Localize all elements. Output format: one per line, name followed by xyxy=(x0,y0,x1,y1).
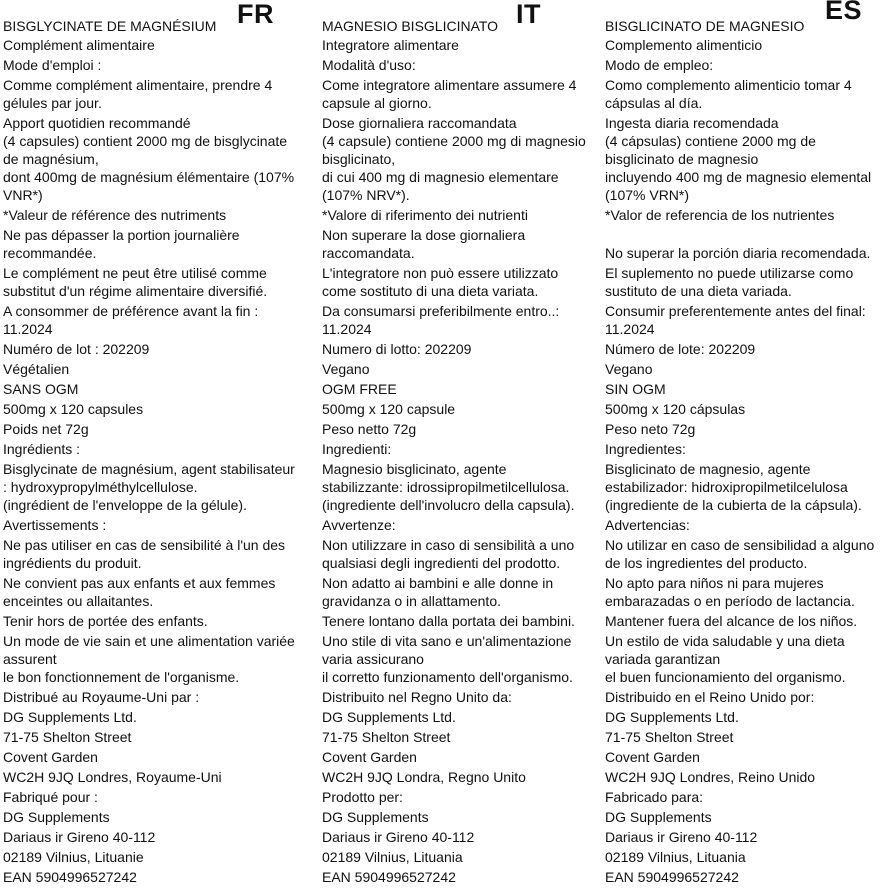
text-line: OGM FREE xyxy=(322,381,397,397)
text-block xyxy=(322,56,604,74)
text-block xyxy=(3,360,315,378)
label-column-es xyxy=(605,0,895,888)
text-block xyxy=(322,114,604,204)
text-line: di cui 400 mg di magnesio elementare xyxy=(322,169,559,185)
text-block xyxy=(605,226,895,262)
text-block xyxy=(322,768,604,786)
text-block xyxy=(322,688,604,706)
text-block xyxy=(605,206,895,224)
label-body-it xyxy=(322,36,604,886)
text-block xyxy=(322,612,604,630)
text-line: Mode d'emploi : xyxy=(3,57,102,73)
text-line: variada garantizan xyxy=(605,651,721,667)
text-block xyxy=(605,516,895,534)
text-block xyxy=(605,340,895,358)
text-line: WC2H 9JQ Londres, Reino Unido xyxy=(605,769,816,785)
text-block xyxy=(322,76,604,112)
text-line: varia assicurano xyxy=(322,651,424,667)
text-line: 02189 Vilnius, Lituania xyxy=(322,849,463,865)
text-line: ingrédients du produit. xyxy=(3,555,142,571)
text-line: DG Supplements xyxy=(3,809,110,825)
text-block xyxy=(605,400,895,418)
text-block xyxy=(605,612,895,630)
text-line: (4 cápsulas) contiene 2000 mg de xyxy=(605,133,816,149)
text-line: Vegano xyxy=(605,361,653,377)
text-line: Peso netto 72g xyxy=(322,421,417,437)
text-line: Complemento alimenticio xyxy=(605,37,763,53)
text-line: Ingredienti: xyxy=(322,441,392,457)
text-line: come sostituto di una dieta variata. xyxy=(322,283,539,299)
text-line: (ingrediente dell'involucro della capsula). xyxy=(322,497,575,513)
text-line: Número de lote: 202209 xyxy=(605,341,756,357)
label-body-es xyxy=(605,36,895,886)
text-line: Fabricado para: xyxy=(605,789,704,805)
text-line: Bisglycinate de magnésium, agent stabilisateur xyxy=(3,461,295,477)
text-line: Bisglicinato de magnesio, agente xyxy=(605,461,811,477)
text-block xyxy=(3,768,315,786)
text-line: Tenere lontano dalla portata dei bambini. xyxy=(322,613,575,629)
product-title-fr: BISGLYCINATE DE MAGNÉSIUM xyxy=(3,18,217,34)
text-line: Non superare la dose giornaliera xyxy=(322,227,526,243)
text-line: WC2H 9JQ Londra, Regno Unito xyxy=(322,769,526,785)
text-line: Come integratore alimentare assumere 4 xyxy=(322,77,577,93)
text-block xyxy=(322,264,604,300)
text-block xyxy=(605,688,895,706)
text-line: DG Supplements Ltd. xyxy=(322,709,456,725)
text-line: DG Supplements Ltd. xyxy=(3,709,137,725)
text-line: substitut d'un régime alimentaire diversifié. xyxy=(3,283,268,299)
column-header-fr xyxy=(3,0,315,36)
text-block xyxy=(605,748,895,766)
text-block xyxy=(605,768,895,786)
text-block xyxy=(3,36,315,54)
text-line: Avvertenze: xyxy=(322,517,396,533)
text-line: Ne convient pas aux enfants et aux femmes xyxy=(3,575,276,591)
text-line: DG Supplements Ltd. xyxy=(605,709,739,725)
text-block xyxy=(3,848,315,866)
text-block xyxy=(3,748,315,766)
text-line: 500mg x 120 cápsulas xyxy=(605,401,746,417)
text-line: el buen funcionamiento del organismo. xyxy=(605,669,846,685)
text-line: de magnésium, xyxy=(3,151,99,167)
label-body-fr xyxy=(3,36,315,886)
text-line: Modalità d'uso: xyxy=(322,57,416,73)
language-code-fr: FR xyxy=(237,0,274,29)
text-block xyxy=(605,264,895,300)
text-line: Vegano xyxy=(322,361,370,377)
text-line: (107% VRN*) xyxy=(605,187,690,203)
text-line: 11.2024 xyxy=(3,321,53,337)
text-line: qualsiasi degli ingredienti del prodotto. xyxy=(322,555,561,571)
text-line: A consommer de préférence avant la fin : xyxy=(3,303,259,319)
text-block xyxy=(322,420,604,438)
text-block xyxy=(605,360,895,378)
text-line: 500mg x 120 capsules xyxy=(3,401,144,417)
text-block xyxy=(605,536,895,572)
text-line: 71-75 Shelton Street xyxy=(322,729,451,745)
text-line: *Valor de referencia de los nutrientes xyxy=(605,207,835,223)
text-line: capsule al giorno. xyxy=(322,95,432,111)
text-block xyxy=(3,828,315,846)
text-block xyxy=(322,440,604,458)
text-line: bisglicinato de magnesio xyxy=(605,151,759,167)
text-line: No utilizar en caso de sensibilidad a alguno xyxy=(605,537,875,553)
text-block xyxy=(3,56,315,74)
text-line: Comme complément alimentaire, prendre 4 xyxy=(3,77,273,93)
text-block xyxy=(3,788,315,806)
text-block xyxy=(3,808,315,826)
text-block xyxy=(3,460,315,514)
text-block xyxy=(605,380,895,398)
text-line: EAN 5904996527242 xyxy=(605,869,739,885)
text-line: Dariaus ir Gireno 40-112 xyxy=(605,829,758,845)
text-block xyxy=(605,788,895,806)
text-line: Uno stile di vita sano e un'alimentazione xyxy=(322,633,572,649)
text-line: 11.2024 xyxy=(322,321,372,337)
column-header-es xyxy=(605,0,895,36)
text-block xyxy=(322,360,604,378)
text-line: Apport quotidien recommandé xyxy=(3,115,191,131)
text-line: dont 400mg de magnésium élémentaire (107% xyxy=(3,169,295,185)
text-block xyxy=(322,460,604,514)
text-line: DG Supplements xyxy=(605,809,712,825)
text-line: Distribuido en el Reino Unido por: xyxy=(605,689,815,705)
text-line: il corretto funzionamento dell'organismo. xyxy=(322,669,573,685)
text-line: WC2H 9JQ Londres, Royaume-Uni xyxy=(3,769,222,785)
text-line: Covent Garden xyxy=(605,749,700,765)
text-block xyxy=(605,848,895,866)
text-block xyxy=(3,708,315,726)
text-block xyxy=(322,788,604,806)
text-line: (107% NRV*). xyxy=(322,187,410,203)
text-block xyxy=(322,808,604,826)
column-header-it xyxy=(322,0,604,36)
text-block xyxy=(605,114,895,204)
text-line: Ne pas utiliser en cas de sensibilité à l'un des xyxy=(3,537,286,553)
text-block xyxy=(3,632,315,686)
text-block xyxy=(605,574,895,610)
text-block xyxy=(322,748,604,766)
text-block xyxy=(605,708,895,726)
text-line: Non adatto ai bambini e alle donne in xyxy=(322,575,554,591)
text-block xyxy=(605,56,895,74)
text-block xyxy=(3,868,315,886)
text-line: : hydroxypropylméthylcellulose. xyxy=(3,479,198,495)
text-block xyxy=(605,76,895,112)
text-line: VNR*) xyxy=(3,187,43,203)
text-block xyxy=(322,868,604,886)
text-line: 02189 Vilnius, Lituanie xyxy=(3,849,144,865)
text-line: *Valeur de référence des nutriments xyxy=(3,207,227,223)
text-line: Un estilo de vida saludable y una dieta xyxy=(605,633,845,649)
text-line: Complément alimentaire xyxy=(3,37,155,53)
text-line: 02189 Vilnius, Lituania xyxy=(605,849,746,865)
text-line: gélules par jour. xyxy=(3,95,102,111)
text-block xyxy=(3,226,315,262)
text-line: Végétalien xyxy=(3,361,70,377)
text-line: No superar la porción diaria recomendada. xyxy=(605,245,871,261)
text-line: SANS OGM xyxy=(3,381,79,397)
product-title-es: BISGLICINATO DE MAGNESIO xyxy=(605,18,805,34)
text-line: EAN 5904996527242 xyxy=(322,869,456,885)
text-block xyxy=(605,440,895,458)
text-line: stabilizzante: idrossipropilmetilcellulosa. xyxy=(322,479,570,495)
text-block xyxy=(322,226,604,262)
text-block xyxy=(3,400,315,418)
text-line: Un mode de vie sain et une alimentation variée xyxy=(3,633,295,649)
text-line: gravidanza o in allattamento. xyxy=(322,593,501,609)
text-line: Peso neto 72g xyxy=(605,421,696,437)
text-block xyxy=(3,574,315,610)
text-line: bisglicinato, xyxy=(322,151,396,167)
text-line: cápsulas al día. xyxy=(605,95,703,111)
text-line: SIN OGM xyxy=(605,381,666,397)
text-block xyxy=(605,36,895,54)
text-line: Distribuito nel Regno Unito da: xyxy=(322,689,512,705)
text-line: 71-75 Shelton Street xyxy=(3,729,132,745)
text-line: recommandée. xyxy=(3,245,97,261)
text-line: No apto para niños ni para mujeres xyxy=(605,575,824,591)
text-line: Prodotto per: xyxy=(322,789,403,805)
text-line: assurent xyxy=(3,651,57,667)
text-block xyxy=(605,828,895,846)
text-block xyxy=(3,420,315,438)
text-line: Tenir hors de portée des enfants. xyxy=(3,613,208,629)
text-line: El suplemento no puede utilizarse como xyxy=(605,265,854,281)
text-block xyxy=(3,380,315,398)
text-block xyxy=(3,340,315,358)
text-line: le bon fonctionnement de l'organisme. xyxy=(3,669,240,685)
text-line: Fabriqué pour : xyxy=(3,789,98,805)
text-block xyxy=(322,400,604,418)
language-code-es: ES xyxy=(825,0,863,25)
text-line: Covent Garden xyxy=(3,749,98,765)
text-line: (4 capsule) contiene 2000 mg di magnesio xyxy=(322,133,586,149)
product-title-it: MAGNESIO BISGLICINATO xyxy=(322,18,499,34)
text-line: (4 capsules) contient 2000 mg de bisglycinate xyxy=(3,133,288,149)
text-line: Non utilizzare in caso di sensibilità a uno xyxy=(322,537,575,553)
text-line: sustituto de una dieta variada. xyxy=(605,283,792,299)
text-line: Distribué au Royaume-Uni par : xyxy=(3,689,200,705)
text-line: 500mg x 120 capsule xyxy=(322,401,456,417)
text-line: EAN 5904996527242 xyxy=(3,869,137,885)
text-line: de los ingredientes del producto. xyxy=(605,555,808,571)
text-line: (ingrediente de la cubierta de la cápsula). xyxy=(605,497,862,513)
text-line: Le complément ne peut être utilisé comme xyxy=(3,265,267,281)
text-block xyxy=(322,340,604,358)
text-line: Numéro de lot : 202209 xyxy=(3,341,150,357)
text-line: *Valore di riferimento dei nutrienti xyxy=(322,207,528,223)
text-line: estabilizador: hidroxipropilmetilcelulosa xyxy=(605,479,848,495)
text-line: Poids net 72g xyxy=(3,421,89,437)
text-line: Covent Garden xyxy=(322,749,417,765)
text-line: Integratore alimentare xyxy=(322,37,459,53)
text-block xyxy=(322,380,604,398)
text-block xyxy=(605,728,895,746)
text-line: Ingredientes: xyxy=(605,441,686,457)
text-block xyxy=(605,632,895,686)
language-code-it: IT xyxy=(516,0,541,29)
text-block xyxy=(322,632,604,686)
text-line: Ingesta diaria recomendada xyxy=(605,115,779,131)
text-line: Dose giornaliera raccomandata xyxy=(322,115,517,131)
text-block xyxy=(3,114,315,204)
text-line: Mantener fuera del alcance de los niños. xyxy=(605,613,858,629)
text-line: Modo de empleo: xyxy=(605,57,714,73)
text-line: Avertissements : xyxy=(3,517,107,533)
text-line: Ingrédients : xyxy=(3,441,81,457)
text-line: Da consumarsi preferibilmente entro..: xyxy=(322,303,560,319)
text-block xyxy=(322,728,604,746)
text-block xyxy=(322,574,604,610)
text-block xyxy=(322,848,604,866)
text-line: L'integratore non può essere utilizzato xyxy=(322,265,559,281)
text-block xyxy=(3,516,315,534)
text-block xyxy=(3,264,315,300)
text-block xyxy=(322,302,604,338)
text-line: Consumir preferentemente antes del final: xyxy=(605,303,866,319)
text-block xyxy=(322,536,604,572)
text-block xyxy=(3,440,315,458)
text-line: raccomandata. xyxy=(322,245,415,261)
text-block xyxy=(605,420,895,438)
text-block xyxy=(322,828,604,846)
text-block xyxy=(322,516,604,534)
text-block xyxy=(605,460,895,514)
text-line xyxy=(605,226,895,244)
text-line: incluyendo 400 mg de magnesio elemental xyxy=(605,169,872,185)
text-line: (ingrédient de l'enveloppe de la gélule). xyxy=(3,497,247,513)
text-block xyxy=(3,302,315,338)
text-line: DG Supplements xyxy=(322,809,429,825)
text-block xyxy=(322,708,604,726)
text-line: Numero di lotto: 202209 xyxy=(322,341,472,357)
text-block xyxy=(605,808,895,826)
text-line: embarazadas o en período de lactancia. xyxy=(605,593,855,609)
text-block xyxy=(605,302,895,338)
text-line: Ne pas dépasser la portion journalière xyxy=(3,227,240,243)
label-column-it xyxy=(322,0,604,888)
text-block xyxy=(322,206,604,224)
text-block xyxy=(322,36,604,54)
text-block xyxy=(3,206,315,224)
text-block xyxy=(3,612,315,630)
text-line: Advertencias: xyxy=(605,517,690,533)
text-line: 11.2024 xyxy=(605,321,655,337)
text-block xyxy=(3,688,315,706)
text-line: 71-75 Shelton Street xyxy=(605,729,734,745)
text-line: Como complemento alimenticio tomar 4 xyxy=(605,77,852,93)
text-line: Dariaus ir Gireno 40-112 xyxy=(322,829,475,845)
text-line: Magnesio bisglicinato, agente xyxy=(322,461,507,477)
text-line: Dariaus ir Gireno 40-112 xyxy=(3,829,156,845)
label-column-fr xyxy=(3,0,315,888)
text-block xyxy=(3,536,315,572)
text-block xyxy=(605,868,895,886)
text-block xyxy=(3,728,315,746)
text-line: enceintes ou allaitantes. xyxy=(3,593,154,609)
text-block xyxy=(3,76,315,112)
